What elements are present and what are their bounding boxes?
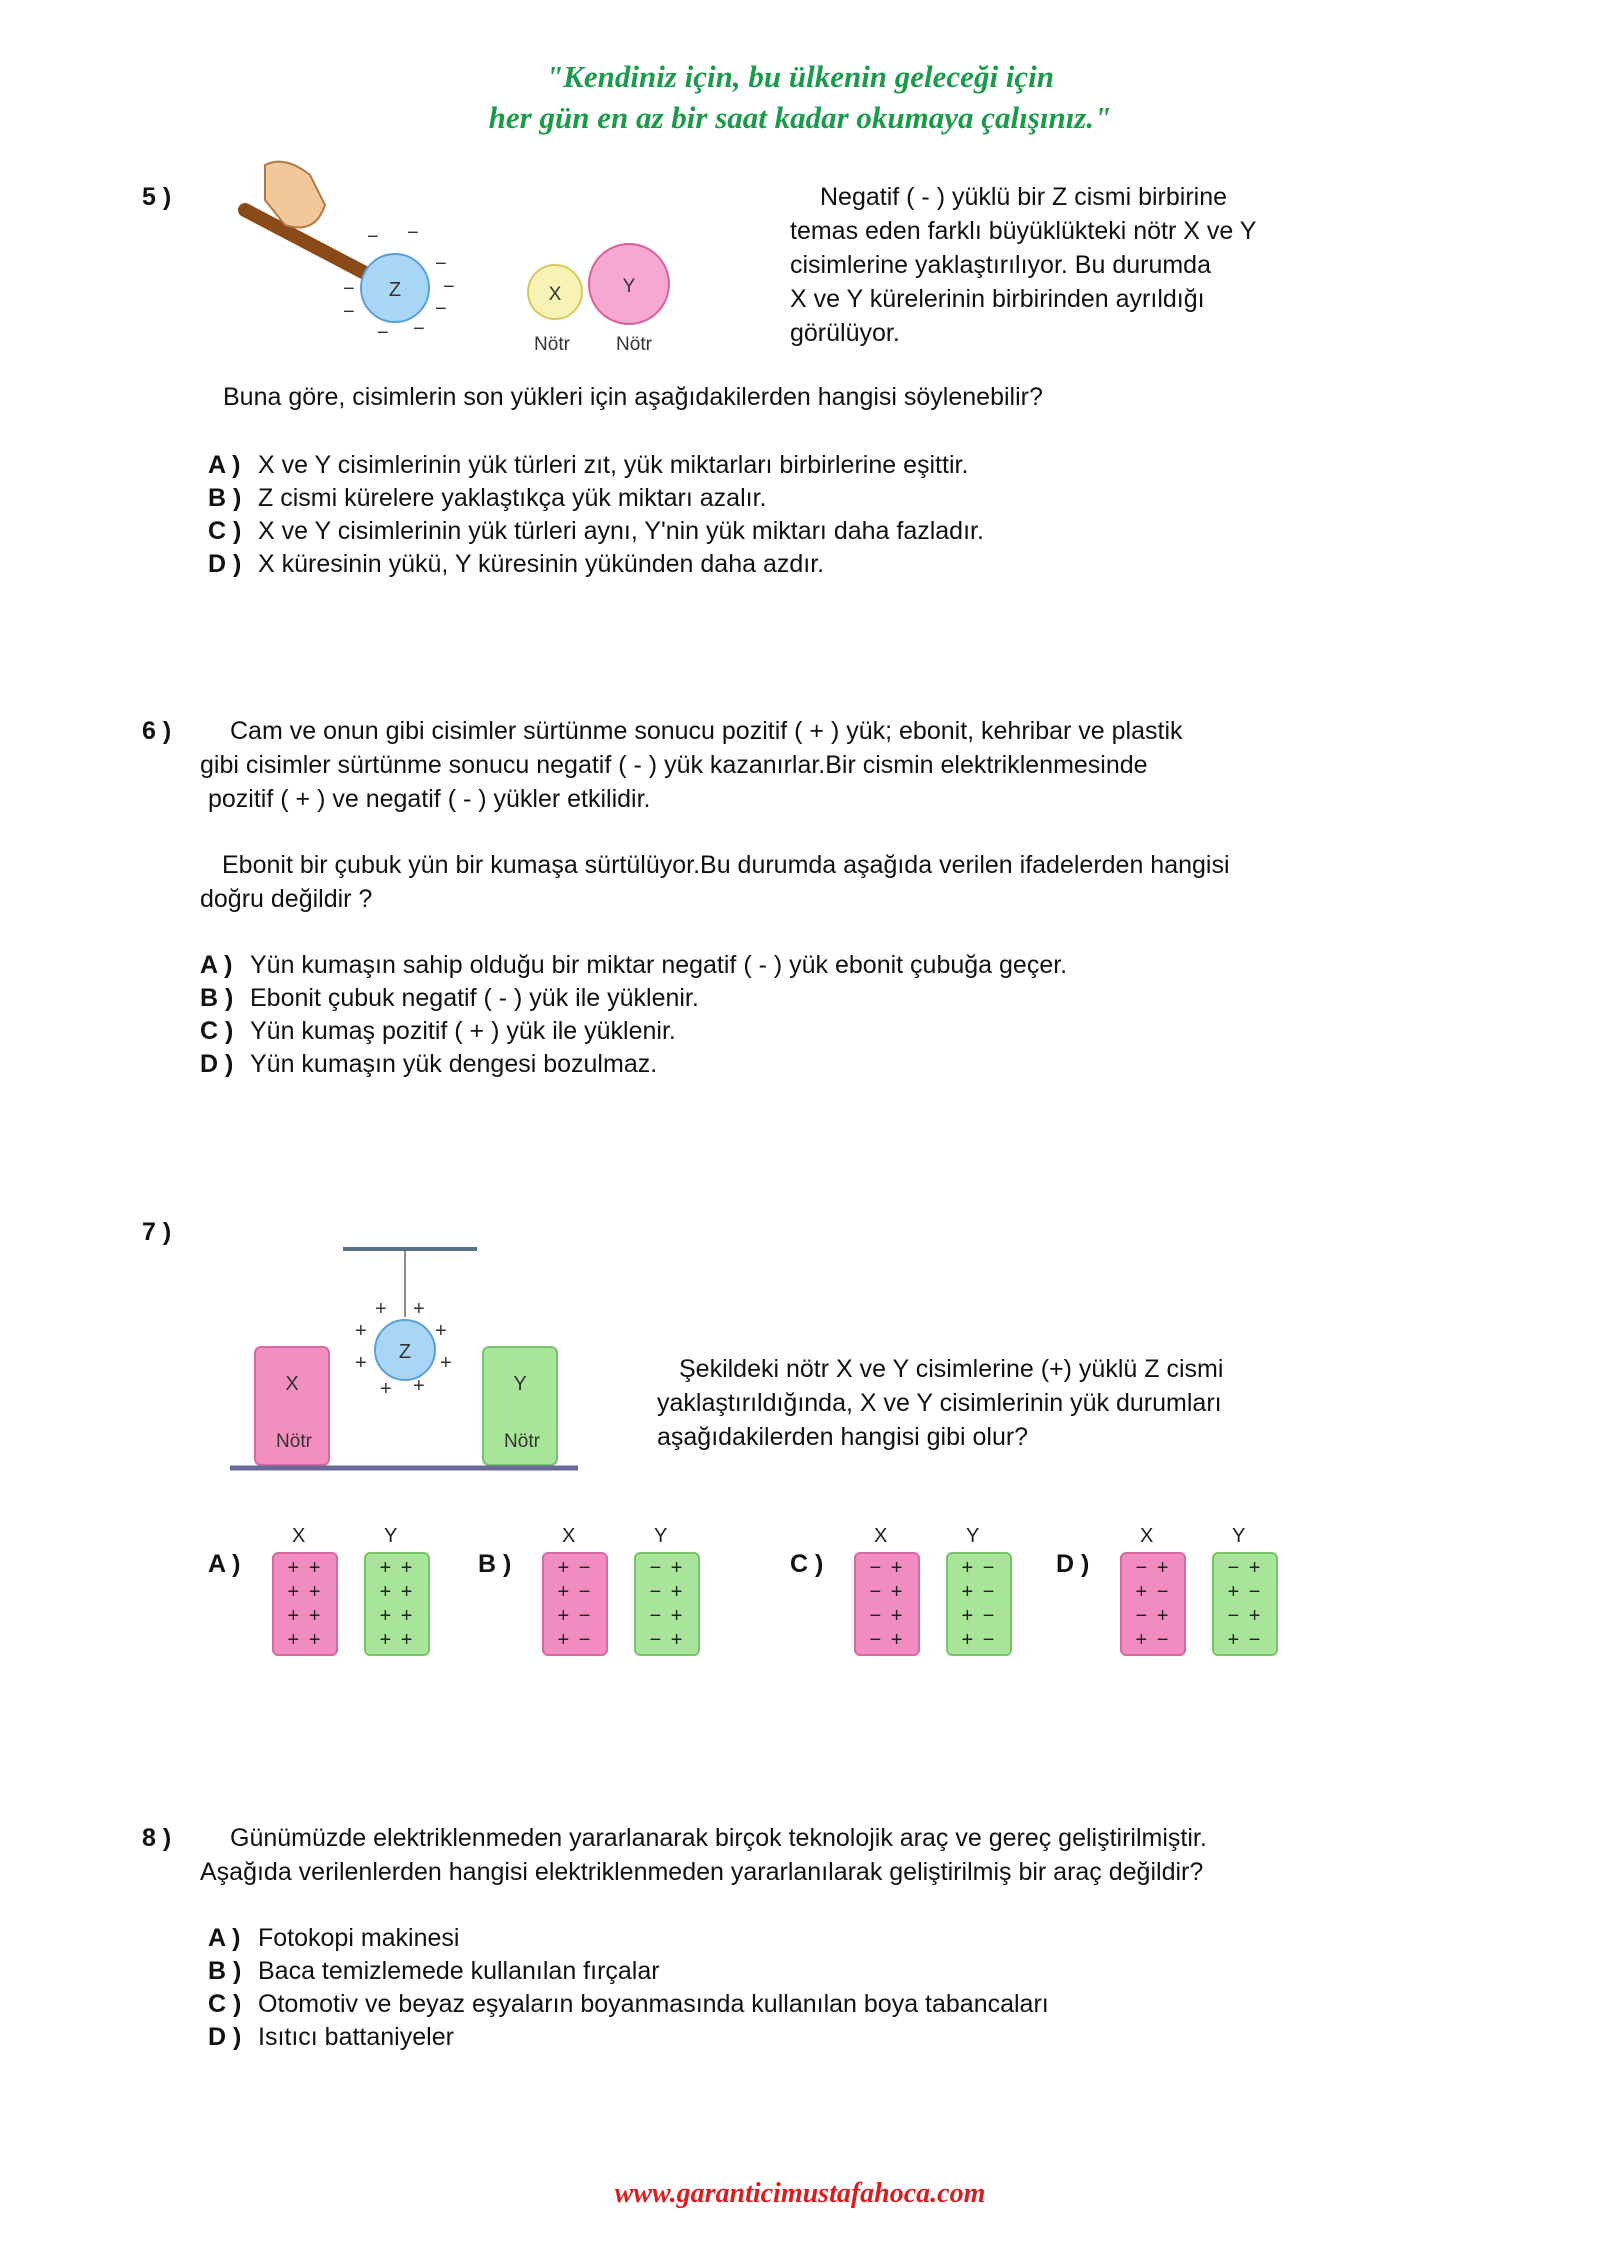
charge-row: − +	[869, 1581, 905, 1603]
question-6-number: 6 )	[142, 717, 172, 745]
q7-option-letter: A )	[208, 1550, 241, 1578]
q7-x-block	[1120, 1552, 1186, 1656]
q6-option-d[interactable]: D ) Yün kumaşın yük dengesi bozulmaz.	[200, 1050, 658, 1078]
svg-text:−: −	[435, 298, 447, 320]
svg-text:+: +	[355, 1352, 367, 1374]
svg-text:−: −	[413, 318, 425, 340]
q7-y-block	[634, 1552, 700, 1656]
y-block-label: Y	[513, 1373, 527, 1395]
x-neutral-label: Nötr	[534, 334, 570, 355]
q8-option-b[interactable]: B ) Baca temizlemede kullanılan fırçalar	[208, 1957, 660, 1985]
q7-y-label: Y	[966, 1525, 980, 1547]
charge-row: + −	[557, 1557, 593, 1579]
charge-row: − +	[869, 1557, 905, 1579]
q7-x-block	[854, 1552, 920, 1656]
charge-row: + −	[961, 1605, 997, 1627]
q7-option-letter: B )	[478, 1550, 512, 1578]
svg-text:−: −	[343, 278, 355, 300]
svg-text:+: +	[435, 1320, 447, 1342]
q7-y-block	[946, 1552, 1012, 1656]
q7-option-letter: C )	[790, 1550, 824, 1578]
header-quote	[0, 56, 1600, 138]
q8-option-d[interactable]: D ) Isıtıcı battaniyeler	[208, 2023, 454, 2051]
question-8-number: 8 )	[142, 1824, 172, 1852]
q5-figure	[225, 155, 705, 365]
charge-row: + −	[1227, 1629, 1263, 1651]
y-sphere-label: Y	[622, 276, 636, 297]
x-block-label: X	[285, 1373, 299, 1395]
q8-option-a[interactable]: A ) Fotokopi makinesi	[208, 1924, 460, 1952]
svg-text:−: −	[407, 222, 419, 244]
charge-row: − +	[1135, 1557, 1171, 1579]
svg-text:−: −	[367, 226, 379, 248]
charge-row: + −	[557, 1605, 593, 1627]
charge-row: + +	[287, 1605, 323, 1627]
charge-row: + −	[1135, 1629, 1171, 1651]
svg-text:+: +	[413, 1375, 425, 1397]
footer-url[interactable]: www.garanticimustafahoca.com	[614, 2178, 986, 2209]
q5-option-d[interactable]: D ) X küresinin yükü, Y küresinin yükünden daha azdır.	[208, 550, 825, 578]
q6-intro: Cam ve onun gibi cisimler sürtünme sonucu pozitif ( + ) yük; ebonit, kehribar ve plastik gibi cisimler sürtünme sonucu negatif ( - ) yük kazanırlar.Bir cismin elektriklenmesinde pozitif ( + ) ve negatif ( - ) yükler etkilidir.	[200, 717, 1183, 813]
q7-y-label: Y	[1232, 1525, 1246, 1547]
charge-row: + +	[379, 1581, 415, 1603]
charge-row: + +	[287, 1581, 323, 1603]
q7-y-label: Y	[654, 1525, 668, 1547]
charge-row: + −	[961, 1629, 997, 1651]
q7-option-a[interactable]	[208, 1525, 448, 1665]
question-5-number: 5 )	[142, 183, 172, 211]
svg-text:−: −	[435, 253, 447, 275]
charge-row: + −	[1227, 1581, 1263, 1603]
charge-row: + −	[961, 1581, 997, 1603]
charge-row: + +	[379, 1629, 415, 1651]
q7-y-block	[1212, 1552, 1278, 1656]
charge-row: + +	[287, 1557, 323, 1579]
charge-row: + +	[379, 1557, 415, 1579]
q7-figure	[225, 1235, 595, 1480]
q7-option-letter: D )	[1056, 1550, 1090, 1578]
charge-row: − +	[649, 1557, 685, 1579]
svg-text:−: −	[343, 301, 355, 323]
q5-question: Buna göre, cisimlerin son yükleri için aşağıdakilerden hangisi söylenebilir?	[223, 383, 1043, 411]
q7-x-label: X	[1140, 1525, 1154, 1547]
z-sphere-label: Z	[388, 279, 402, 301]
q7-x-label: X	[562, 1525, 576, 1547]
quote-line-2: her gün en az bir saat kadar okumaya çalışınız."	[488, 100, 1112, 135]
question-7-number: 7 )	[142, 1218, 172, 1246]
svg-text:+: +	[380, 1378, 392, 1400]
charge-row: − +	[649, 1605, 685, 1627]
x-neutral-label: Nötr	[276, 1431, 312, 1452]
q5-intro: Negatif ( - ) yüklü bir Z cismi birbirine temas eden farklı büyüklükteki nötr X ve Y cisimlerine yaklaştırılıyor. Bu durumda X ve Y kürelerinin birbirinden ayrıldığı görülüyor.	[790, 183, 1257, 347]
charge-row: + −	[557, 1629, 593, 1651]
z-sphere-label: Z	[398, 1341, 412, 1363]
q6-option-c[interactable]: C ) Yün kumaş pozitif ( + ) yük ile yüklenir.	[200, 1017, 676, 1045]
q5-option-a[interactable]: A ) X ve Y cisimlerinin yük türleri zıt, yük miktarları birbirlerine eşittir.	[208, 451, 969, 479]
q6-question: Ebonit bir çubuk yün bir kumaşa sürtülüyor.Bu durumda aşağıda verilen ifadelerden hangisi doğru değildir ?	[200, 851, 1230, 913]
charge-row: + +	[379, 1605, 415, 1627]
q7-x-label: X	[874, 1525, 888, 1547]
charge-row: + −	[961, 1557, 997, 1579]
charge-row: − +	[1227, 1605, 1263, 1627]
q8-option-c[interactable]: C ) Otomotiv ve beyaz eşyaların boyanmasında kullanılan boya tabancaları	[208, 1990, 1049, 2018]
y-neutral-label: Nötr	[504, 1431, 540, 1452]
q7-y-label: Y	[384, 1525, 398, 1547]
y-neutral-label: Nötr	[616, 334, 652, 355]
q7-y-block	[364, 1552, 430, 1656]
svg-text:+: +	[413, 1298, 425, 1320]
x-sphere-label: X	[548, 284, 562, 305]
charge-row: + +	[287, 1629, 323, 1651]
charge-row: − +	[649, 1629, 685, 1651]
charge-row: − +	[1227, 1557, 1263, 1579]
quote-line-1: "Kendiniz için, bu ülkenin geleceği için	[545, 59, 1055, 94]
q7-x-label: X	[292, 1525, 306, 1547]
svg-text:−: −	[443, 276, 455, 298]
q7-x-block	[542, 1552, 608, 1656]
svg-text:−: −	[377, 322, 389, 344]
charge-row: − +	[869, 1629, 905, 1651]
charge-row: + −	[1135, 1581, 1171, 1603]
q7-option-d[interactable]	[1056, 1525, 1296, 1665]
svg-text:+: +	[355, 1320, 367, 1342]
svg-text:+: +	[440, 1352, 452, 1374]
q7-x-block	[272, 1552, 338, 1656]
q7-option-c[interactable]	[790, 1525, 1030, 1665]
q7-option-b[interactable]	[478, 1525, 718, 1665]
q5-option-b[interactable]: B ) Z cismi kürelere yaklaştıkça yük miktarı azalır.	[208, 484, 767, 512]
q7-question: Şekildeki nötr X ve Y cisimlerine (+) yüklü Z cismi yaklaştırıldığında, X ve Y cisimlerinin yük durumları aşağıdakilerden hangisi gibi olur?	[657, 1355, 1224, 1451]
q5-option-c[interactable]: C ) X ve Y cisimlerinin yük türleri aynı, Y'nin yük miktarı daha fazladır.	[208, 517, 984, 545]
charge-row: − +	[649, 1581, 685, 1603]
charge-row: − +	[869, 1605, 905, 1627]
q8-intro: Günümüzde elektriklenmeden yararlanarak birçok teknolojik araç ve gereç geliştirilmiştir. Aşağıda verilenlerden hangisi elektriklenmeden yararlanılarak geliştirilmiş bir araç değildir?	[200, 1824, 1207, 1886]
charge-row: + −	[557, 1581, 593, 1603]
q6-option-a[interactable]: A ) Yün kumaşın sahip olduğu bir miktar negatif ( - ) yük ebonit çubuğa geçer.	[200, 951, 1068, 979]
svg-text:+: +	[375, 1298, 387, 1320]
q6-option-b[interactable]: B ) Ebonit çubuk negatif ( - ) yük ile yüklenir.	[200, 984, 699, 1012]
charge-row: − +	[1135, 1605, 1171, 1627]
